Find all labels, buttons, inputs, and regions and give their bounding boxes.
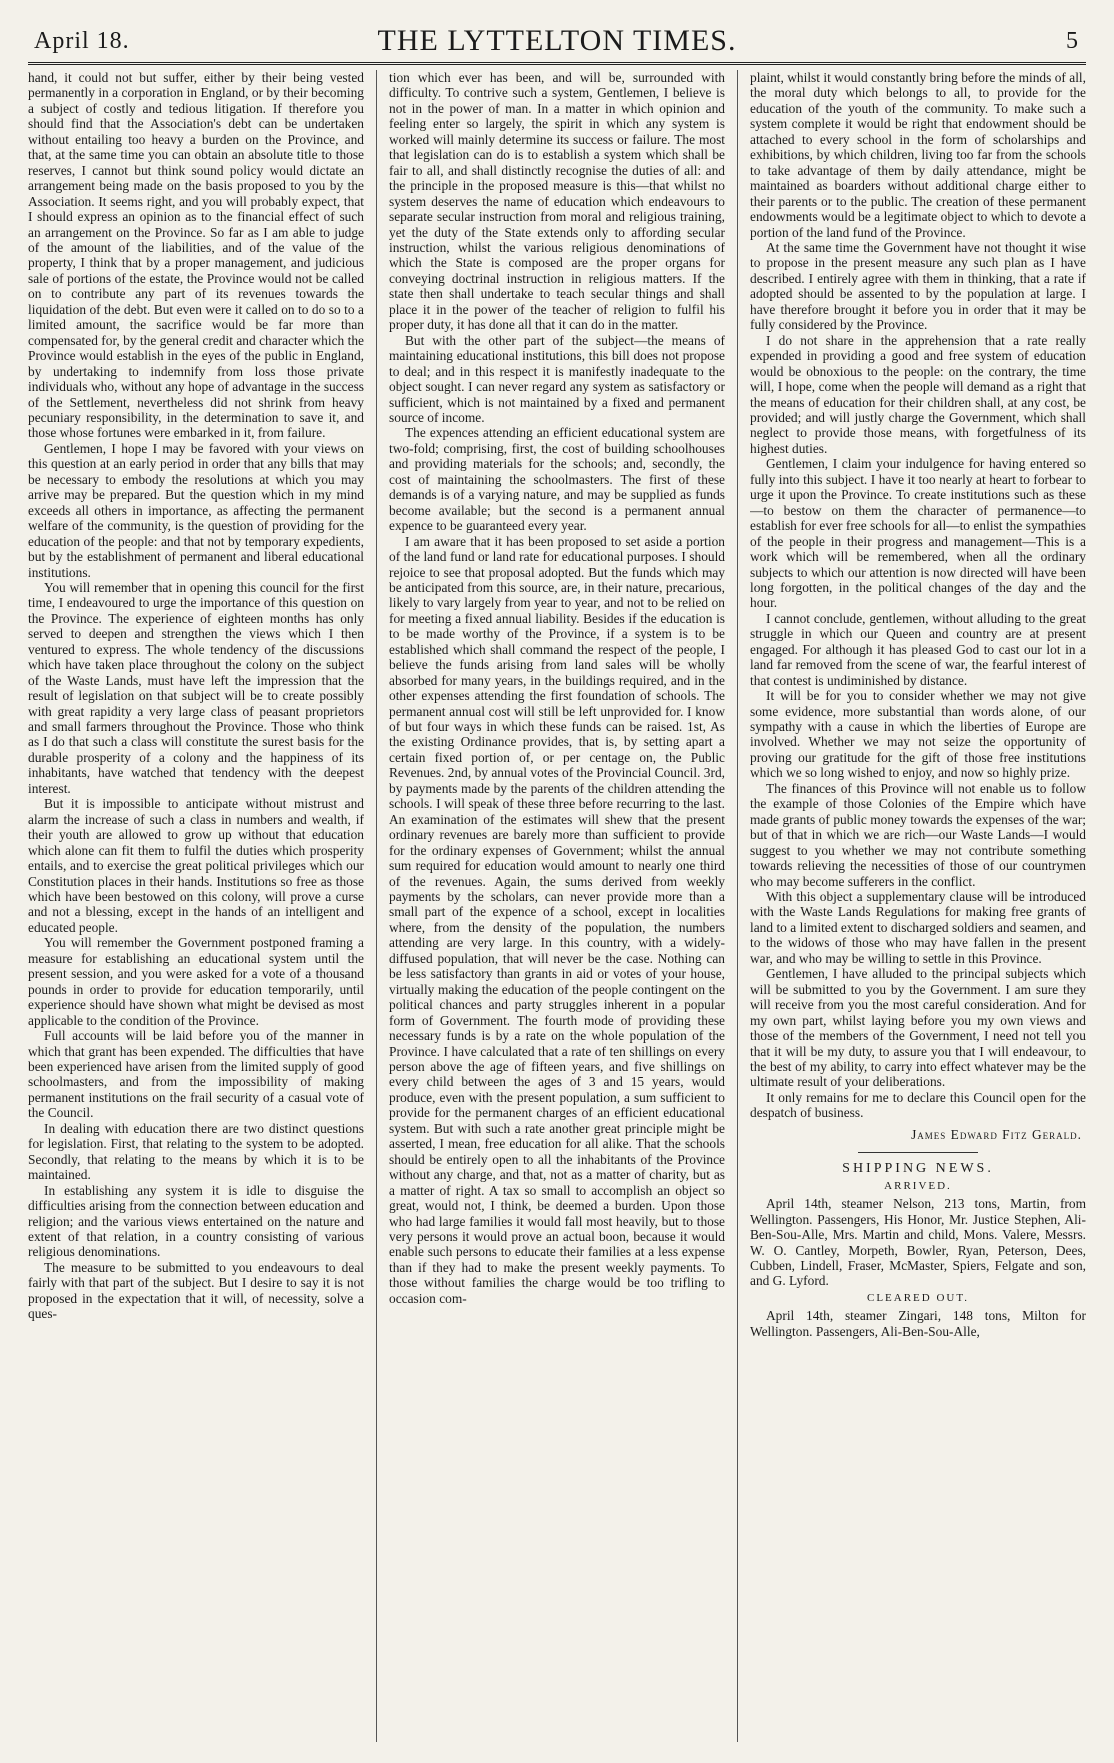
arrived-label: ARRIVED. xyxy=(884,1179,952,1192)
paragraph: The expences attending an efficient educational system are two-fold; comprising, first, the cost of building schoolhouses and providing materials for the schools; and, secondly, the cost of maintaining the schoolmasters. The first of these demands is of a varying nature, and may be supplied as funds become available; but the second is a permanent annual expence to be guaranteed every year. xyxy=(389,425,725,534)
masthead xyxy=(28,20,1086,65)
arrived-entry: April 14th, steamer Nelson, 213 tons, Martin, from Wellington. Passengers, His Honor, Mr. Justice Stephen, Ali-Ben-Sou-Alle, Mrs. Martin and child, Mons. Valere, Messrs. W. O. Cantley, Morpeth, Bowler, Ryan, Peterson, Dees, Cubben, Lindell, Fraser, McMaster, Spiers, Felgate and son, and G. Lyford. xyxy=(750,1196,1086,1289)
paragraph: It will be for you to consider whether we may not give some evidence, more substantial than words alone, of our sympathy with a cause in which the liberties of Europe are involved. Whether we may not seize the opportunity of proving our gratitude for the gift of those free institutions which we so long wished to enjoy, and now so highly prize. xyxy=(750,688,1086,781)
issue-date: April 18. xyxy=(34,28,130,54)
newspaper-page xyxy=(28,20,1086,1745)
cleared-label: CLEARED OUT. xyxy=(866,1291,969,1304)
paragraph: With this object a supplementary clause will be introduced with the Waste Lands Regulations for making free grants of land to a limited extent to discharged soldiers and seamen, and to the widows of those who may have fallen in the present war, and who may be willing to settle in this Province. xyxy=(750,889,1086,966)
paragraph: I am aware that it has been proposed to set aside a portion of the land fund or land rate for educational purposes. I should rejoice to see that proposal adopted. But the funds which may be anticipated from this source, are, in their nature, precarious, likely to vary largely from year to year, and not to be relied on for meeting a fixed annual liability. Besides if the education is to be made worthy of the Province, if a system is to be established which shall command the respect of the people, I believe the funds arising from land sales will be wholly absorbed for many years, in the buildings required, and in the other expenses attending the first foundation of schools. The permanent annual cost will still be left unprovided for. I know of but four ways in which these funds can be raised. 1st, As the existing Ordinance provides, that is, by setting apart a certain fixed portion of, or per centage on, the Public Revenues. 2nd, by annual votes of the Provincial Council. 3rd, by payments made by the parents of the children attending the schools. I will speak of these three before recurring to the last. An examination of the estimates will shew that the present ordinary revenues are barely more than sufficient to provide for the ordinary expenses of Government; whilst the annual sum required for education would amount to nearly one third of the revenues. Again, the sums derived from weekly payments by the scholars, can never provide more than a small part of the expence of a school, except in localities where, from the density of the population, the numbers attending are very large. In this country, with a widely-diffused population, that will never be the case. Nothing can be less satisfactory than grants in aid or votes of your house, virtually making the education of the people contingent on the political chances and party struggles inherent in a popular form of Government. The fourth mode of providing these necessary funds is by a rate on the whole population of the Province. I have calculated that a rate of ten shillings on every person above the age of fifteen years, and five shillings on every child between the ages of 3 and 15 years, would produce, even with the present population, a sum sufficient to provide for the permanent charges of an efficient educational system. But with such a rate another great principle might be asserted, I mean, free education for all alike. That the schools should be entirely open to all the inhabitants of the Province without any charge, and that, not as a matter of charity, but as a matter of right. A tax so small to accomplish an object so great, would not, I think, be deemed a burden. Upon those who had large families it would fall most heavily, but to those very persons it would prove an actual boon, because it would enable such persons to educate their families at a less expense than if they had to make the present weekly payments. To those without families the charge would be too trifling to occasion com- xyxy=(389,533,725,1306)
column-2 xyxy=(389,70,725,1742)
page-number: 5 xyxy=(1066,28,1078,54)
section-divider xyxy=(858,1152,978,1153)
paragraph: plaint, whilst it would constantly bring before the minds of all, the moral duty which belongs to all, to provide for the education of the youth of the community. To make such a system complete it would be right that endowment should be attached to every school in the form of scholarships and exhibitions, by which children, living too far from the schools to take advantage of them by daily attendance, might be maintained as boarders without additional charge either to their parents or to the public. The creation of these permanent endowments would be a legitimate object to which to devote a portion of the land fund of the Province. xyxy=(750,70,1086,240)
paragraph: hand, it could not but suffer, either by their being vested permanently in a corporation in England, or by their becoming a subject of costly and tedious litigation. If therefore you should find that the Association's debt can be undertaken without entailing too heavy a burden on the Province, and that, at the same time you can obtain an absolute title to those reserves, I cannot but think sound policy would dictate an arrangement being made on the basis proposed to you by the Association. It seems right, and you will probably expect, that I should express an opinion as to the financial effect of such an arrangement on the Province. So far as I am able to judge of the amount of the liabilities, and of the value of the property, I think that by a proper management, and judicious sale of portions of the estate, the Province would not be called on to contribute any part of its revenues towards the liquidation of the debt. But even were it called on to do so to a limited amount, the sacrifice would be far more than compensated for, by the general credit and character which the Province would establish in the eyes of the public in England, by undertaking to indemnify from loss those private individuals who, without any hope of advantage in the success of the Settlement, nevertheless did not shrink from heavy pecuniary responsibility, in the determination to save it, and those whose fortunes were embarked in it, from failure. xyxy=(28,70,364,441)
signature: James Edward Fitz Gerald. xyxy=(911,1126,1082,1142)
paragraph: You will remember that in opening this council for the first time, I endeavoured to urge the importance of this question on the Province. The experience of eighteen months has only served to deepen and strengthen the views which I then ventured to express. The whole tendency of the discussions which have taken place throughout the colony on the subject of the Waste Lands, must have left the impression that the result of legislation on that subject will be to create possibly with great rapidity a very large class of peasant proprietors and small farmers throughout the Province. Those who think as I do that such a class will constitute the surest basis for the durable prosperity of a colony and the happiness of its inhabitants, have watched that tendency with the deepest interest. xyxy=(28,579,364,796)
column-divider xyxy=(376,70,377,1742)
column-divider xyxy=(737,70,738,1742)
paragraph: Gentlemen, I claim your indulgence for having entered so fully into this subject. I have it too nearly at heart to forbear to urge it upon the Province. To create institutions such as these—to bestow on them the character of permanence—to establish for ever free schools for all—to enlist the sympathies of the people in their progress and management—This is a work which will be remembered, when all the ordinary subjects to which our attention is now directed will have been long forgotten, in the political changes of the day and the hour. xyxy=(750,456,1086,611)
newspaper-title: THE LYTTELTON TIMES. xyxy=(377,24,737,57)
paragraph: Gentlemen, I have alluded to the principal subjects which will be submitted to you by the Government. I am sure they will receive from you the most careful consideration. And for my own part, whilst laying before you my own views and those of the members of the Government, I need not tell you that it will be my duty, to assure you that I will endeavour, to the best of my ability, to carry into effect whatever may be the ultimate result of your deliberations. xyxy=(750,966,1086,1090)
paragraph: In establishing any system it is idle to disguise the difficulties arising from the connection between education and religion; and the various views entertained on the nature and extent of that relation, in a country consisting of various religious denominations. xyxy=(28,1182,364,1260)
cleared-entry: April 14th, steamer Zingari, 148 tons, Milton for Wellington. Passengers, Ali-Ben-Sou-Alle, xyxy=(750,1308,1086,1339)
column-1 xyxy=(28,70,364,1742)
paragraph: At the same time the Government have not thought it wise to propose in the present measure any such plan as I have described. I entirely agree with them in thinking, that a rate if adopted should be assented to by the population at large. I have therefore brought it before you in order that it may be fully considered by the Province. xyxy=(750,239,1086,333)
paragraph: The finances of this Province will not enable us to follow the example of those Colonies of the Empire which have made grants of public money towards the expenses of the war; but of that in which we are rich—our Waste Lands—I would suggest to you whether we may not contribute something towards relieving the necessities of those of our countrymen who may become sufferers in the conflict. xyxy=(750,780,1086,889)
paragraph: I do not share in the apprehension that a rate really expended in providing a good and free system of education would be obnoxious to the people: on the contrary, the time will, I hope, come when the people will demand as a right that the means of education for their children shall, at any cost, be provided; and will justly charge the Government, which shall neglect to provide those means, with forgetfulness of its highest duties. xyxy=(750,332,1086,456)
shipping-news-heading: SHIPPING NEWS. xyxy=(842,1161,994,1177)
paragraph: It only remains for me to declare this Council open for the despatch of business. xyxy=(750,1089,1086,1121)
paragraph: In dealing with education there are two distinct questions for legislation. First, that relating to the system to be adopted. Secondly, that relating to the means by which it is to be maintained. xyxy=(28,1120,364,1183)
paragraph: Full accounts will be laid before you of the manner in which that grant has been expended. The difficulties that have been experienced have arisen from the limited supply of good schoolmasters, and from the impossibility of making permanent institutions on the frail security of a casual vote of the Council. xyxy=(28,1028,364,1121)
paragraph: But it is impossible to anticipate without mistrust and alarm the increase of such a class in numbers and wealth, if their youth are allowed to grow up without that education which alone can fit them to fulfil the duties which prosperity entails, and to exercise the great political privileges which our Constitution places in their hands. Institutions so free as those which have been bestowed on this colony, will prove a curse and not a blessing, except in the hands of an intelligent and educated people. xyxy=(28,796,364,935)
paragraph: Gentlemen, I hope I may be favored with your views on this question at an early period in order that any bills that may be necessary to embody the resolutions at which you may arrive may be prepared. But the question which in my mind exceeds all others in importance, as affecting the permanent welfare of the community, is the question of providing for the education of the people: and that not by temporary expedients, but by the establishment of permanent and liberal educational institutions. xyxy=(28,440,364,580)
column-3 xyxy=(750,70,1086,1742)
paragraph: The measure to be submitted to you endeavours to deal fairly with that part of the subject. But I desire to say it is not proposed in the expectation that it will, of necessity, solve a ques- xyxy=(28,1259,364,1322)
paragraph: tion which ever has been, and will be, surrounded with difficulty. To contrive such a system, Gentlemen, I believe is not in the power of man. In a matter in which opinion and feeling enter so largely, the spirit in which any system is worked will mainly determine its success or failure. The most that legislation can do is to establish a system which shall be fair to all, and shall distinctly recognise the duties of all: and the principle in the proposed measure is this—that whilst no system deserves the name of education which endeavours to separate secular instruction from moral and religious training, yet the duty of the State extends only to affording secular instruction, whilst the various religious denominations of which the State is composed are the proper organs for conveying doctrinal instruction in religious matters. If the state then shall undertake to teach secular things and shall place it in the power of the teacher of religion to fulfil his proper duty, it has done all that it can do in the matter. xyxy=(389,70,725,333)
paragraph: I cannot conclude, gentlemen, without alluding to the great struggle in which our Queen and country are at present engaged. For although it has pleased God to cast our lot in a land far removed from the scene of war, the fearful interest of that contest is undiminished by distance. xyxy=(750,610,1086,688)
paragraph: But with the other part of the subject—the means of maintaining educational institutions, this bill does not propose to deal; and in this respect it is manifestly inadequate to the object sought. I can never regard any system as satisfactory or sufficient, which is not maintained by a fixed and permanent source of income. xyxy=(389,332,725,425)
article-columns xyxy=(28,70,1086,1742)
paragraph: You will remember the Government postponed framing a measure for establishing an educational system until the present session, and you were asked for a vote of a thousand pounds in order to provide for education temporarily, until experience should have shown what might be devised as most applicable to the condition of the Province. xyxy=(28,935,364,1028)
